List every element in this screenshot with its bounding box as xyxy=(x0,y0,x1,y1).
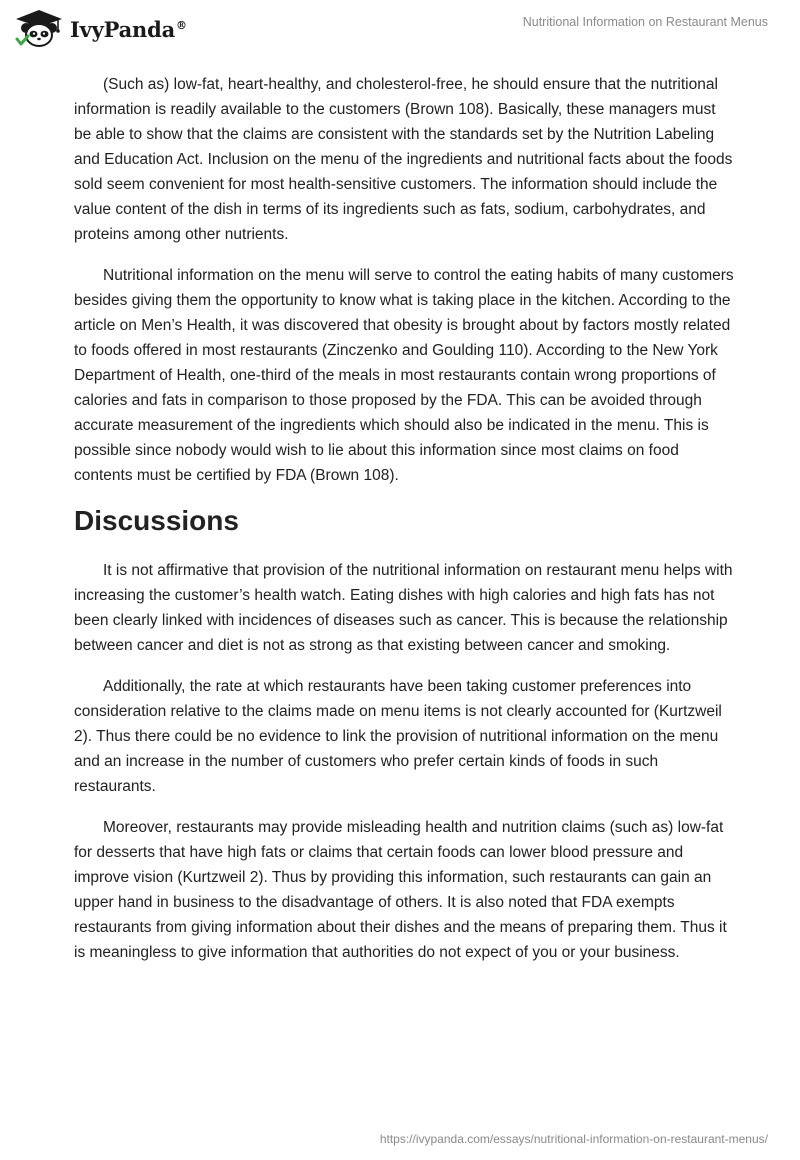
paragraph: Nutritional information on the menu will serve to control the eating habits of many customers besides giving them the opportunity to know what is taking place in the kitchen. According to the article on Men’s Health, it was discovered that obesity is brought about by factors mostly related to foods offered in most restaurants (Zinczenko and Goulding 110). According to the New York Department of Health, one-third of the meals in most restaurants contain wrong proportions of calories and fats in comparison to those proposed by the FDA. This can be avoided through accurate measurement of the ingredients which should also be indicated in the menu. This is possible since nobody would wish to lie about this information since most claims on food contents must be certified by FDA (Brown 108). xyxy=(74,267,734,484)
paragraph: (Such as) low-fat, heart-healthy, and cholesterol-free, he should ensure that the nutritional information is readily available to the customers (Brown 108). Basically, these managers must be able to show that the claims are consistent with the standards set by the Nutrition Labeling and Education Act. Inclusion on the menu of the ingredients and nutritional facts about the foods sold seem convenient for most health-sensitive customers. The information should include the value content of the dish in terms of its ingredients such as fats, sodium, carbohydrates, and proteins among other nutrients. xyxy=(74,76,733,243)
section-heading: Discussions xyxy=(74,505,239,536)
ivypanda-logo[interactable] xyxy=(14,8,187,48)
registered-mark: ® xyxy=(176,18,187,32)
paragraph: Moreover, restaurants may provide misleading health and nutrition claims (such as) low-fat for desserts that have high fats or claims that certain foods can lower blood pressure and improve vision (Kurtzweil 2). Thus by providing this information, such restaurants can gain an upper hand in business to the disadvantage of others. It is also noted that FDA exempts restaurants from giving information about their dishes and the means of preparing them. Thus it is meaningless to give information that authorities do not expect of you or your business. xyxy=(74,819,727,961)
page-header xyxy=(0,0,800,56)
document-title: Nutritional Information on Restaurant Menus xyxy=(522,15,768,29)
paragraph: It is not affirmative that provision of the nutritional information on restaurant menu helps with increasing the customer’s health watch. Eating dishes with high calories and high fats has not been clearly linked with incidences of diseases such as cancer. This is because the relationship between cancer and diet is not as strong as that existing between cancer and smoking. xyxy=(74,562,733,654)
brand-name: IvyPanda® xyxy=(70,16,187,42)
essay-content xyxy=(74,72,734,981)
source-url[interactable]: https://ivypanda.com/essays/nutritional-information-on-restaurant-menus/ xyxy=(379,1132,768,1146)
paragraph: Additionally, the rate at which restaurants have been taking customer preferences into consideration relative to the claims made on menu items is not clearly accounted for (Kurtzweil 2). Thus there could be no evidence to link the provision of nutritional information on the menu and an increase in the number of customers who prefer certain kinds of foods in such restaurants. xyxy=(74,678,722,795)
panda-graduation-cap-icon xyxy=(14,8,64,48)
